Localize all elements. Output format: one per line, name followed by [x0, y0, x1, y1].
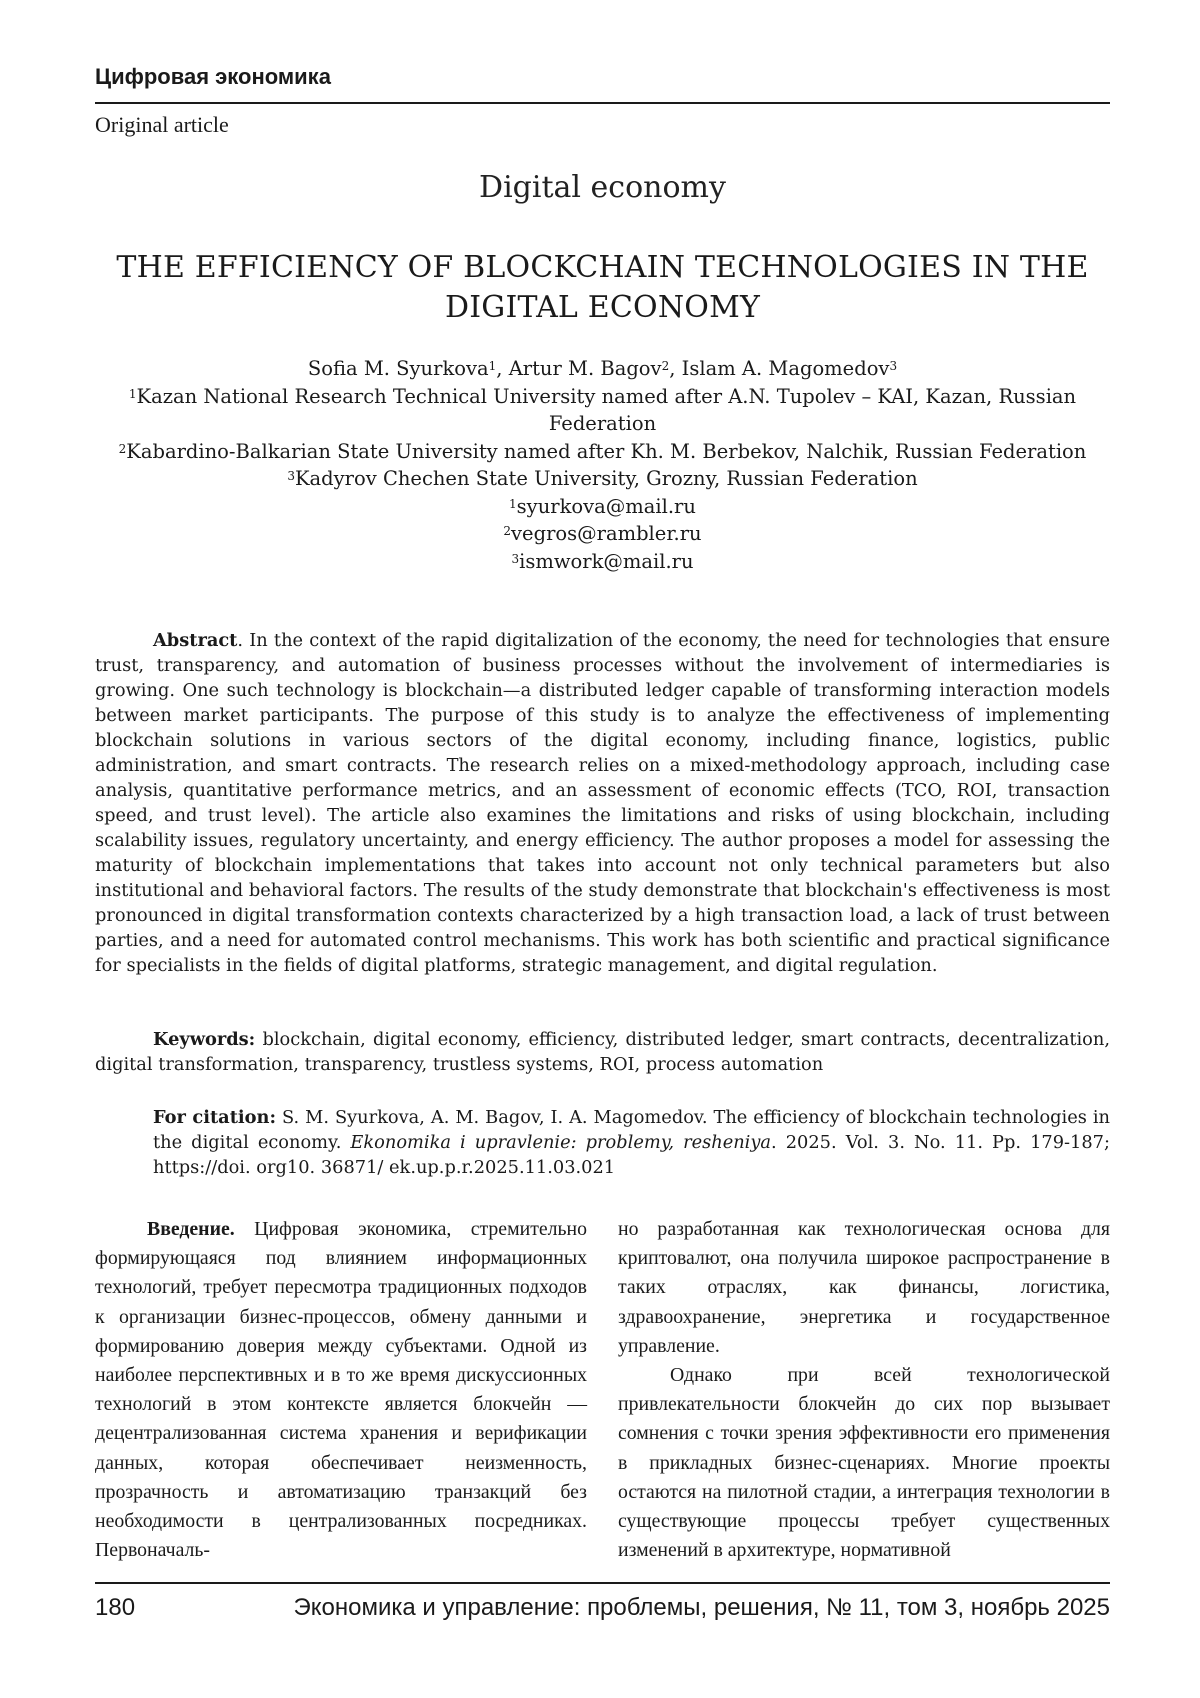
- author-superscript: 1: [488, 359, 497, 373]
- body-column-right: [618, 1215, 1110, 1565]
- body-paragraph: но разработанная как технологическая основа для криптовалют, она получила широкое распространение в таких отраслях, как финансы, логистика, здравоохранение, энергетика и государственное управление.: [618, 1218, 1110, 1357]
- keywords-text: blockchain, digital economy, efficiency, distributed ledger, smart contracts, decentralization, digital transformation, transparency, trustless systems, ROI, process automation: [95, 1029, 1110, 1075]
- author-list: [95, 355, 1110, 383]
- keywords-label: Keywords:: [153, 1029, 256, 1050]
- email-link[interactable]: vegros@rambler.ru: [511, 522, 702, 545]
- citation: [153, 1105, 1110, 1180]
- abstract: [95, 628, 1110, 978]
- email[interactable]: [95, 548, 1110, 576]
- email-superscript: 1: [509, 496, 517, 511]
- email[interactable]: [95, 520, 1110, 548]
- article-type: Original article: [95, 112, 229, 137]
- email-link[interactable]: ismwork@mail.ru: [519, 549, 694, 573]
- section-title: Digital economy: [479, 170, 726, 205]
- body-paragraph: Однако при всей технологической привлекательности блокчейн до сих пор вызывает сомнения с точки зрения эффективности его применения в прикладных бизнес-сценариях. Многие проекты остаются на пилотной стадии, а интеграция технологии в существующие процессы требует существенных изменений в архитектуре, нормативной: [618, 1364, 1110, 1562]
- author-name: Islam A. Magomedov: [681, 357, 890, 380]
- body-paragraph: [95, 1215, 587, 1565]
- author-name: Artur M. Bagov: [508, 357, 662, 380]
- affiliation-superscript: 3: [287, 469, 295, 483]
- abstract-text: . In the context of the rapid digitalization of the economy, the need for technologies that ensure trust, transparency, and automation of business processes without the involvement of intermediaries is growing. One such technology is blockchain—a distributed ledger capable of transforming interaction models between market participants. The purpose of this study is to analyze the effectiveness of implementing blockchain solutions in various sectors of the digital economy, including finance, logistics, public administration, and smart contracts. The research relies on a mixed-methodology approach, including case analysis, quantitative performance metrics, and an assessment of economic effects (TCO, ROI, transaction speed, and trust level). The article also examines the limitations and risks of using blockchain, including scalability issues, regulatory uncertainty, and energy efficiency. The author proposes a model for assessing the maturity of blockchain implementations that takes into account not only technical parameters but also institutional and behavioral factors. The results of the study demonstrate that blockchain's effectiveness is most pronounced in digital transformation contexts characterized by a high transaction load, a lack of trust between parties, and a need for automated control mechanisms. This work has both scientific and practical significance for specialists in the fields of digital platforms, strategic management, and digital regulation.: [95, 630, 1110, 976]
- intro-label: Введение.: [147, 1218, 235, 1240]
- header-divider: [95, 102, 1110, 104]
- affiliation: [95, 465, 1110, 493]
- author-superscript: 3: [889, 359, 898, 373]
- citation-details[interactable]: . 2025. Vol. 3. No. 11. Pp. 179-187; https://doi. org10. 36871/ ek.up.p.r.2025.11.03.021: [153, 1132, 1110, 1178]
- page-number: 180: [95, 1594, 136, 1621]
- affiliation: [95, 383, 1110, 438]
- authors-block: [95, 355, 1110, 575]
- author-separator: ,: [496, 357, 509, 380]
- author-separator: ,: [669, 357, 682, 380]
- affiliation-superscript: 1: [128, 386, 137, 401]
- affiliation-text: Kabardino-Balkarian State University named after Kh. M. Berbekov, Nalchik, Russian Federation: [126, 439, 1087, 463]
- affiliation-text: Kazan National Research Technical University named after A.N. Tupolev – KAI, Kazan, Russian Federation: [136, 384, 1077, 435]
- body-column-left: [95, 1215, 587, 1565]
- citation-text: S. M. Syurkova, A. M. Bagov, I. A. Magomedov. The efficiency of blockchain technologies in the digital economy.: [153, 1107, 1110, 1153]
- email-superscript: 2: [503, 524, 512, 538]
- email-superscript: 3: [511, 551, 520, 566]
- author-name: Sofia M. Syurkova: [307, 357, 489, 380]
- abstract-label: Abstract: [153, 630, 238, 651]
- journal-footer: Экономика и управление: проблемы, решения, № 11, том 3, ноябрь 2025: [293, 1594, 1110, 1621]
- affiliation-superscript: 2: [118, 441, 127, 456]
- running-head: Цифровая экономика: [95, 64, 331, 89]
- email-link[interactable]: syurkova@mail.ru: [516, 494, 696, 518]
- affiliation-text: Kadyrov Chechen State University, Grozny, Russian Federation: [294, 467, 918, 490]
- citation-journal: Ekonomika i upravlenie: problemy, resheniya: [350, 1132, 772, 1153]
- keywords: [95, 1027, 1110, 1077]
- author-superscript: 2: [661, 359, 670, 373]
- body-text: Цифровая экономика, стремительно формирующаяся под влиянием информационных технологий, требует пересмотра традиционных подходов к организации бизнес-процессов, обмену данными и формированию доверия между субъектами. Одной из наиболее перспективных и в то же время дискуссионных технологий в этом контексте является блокчейн — децентрализованная система хранения и верификации данных, которая обеспечивает неизменность, прозрачность и автоматизацию транзакций без необходимости в централизованных посредниках. Первоначаль-: [95, 1218, 587, 1562]
- paper-title: THE EFFICIENCY OF BLOCKCHAIN TECHNOLOGIES IN THE DIGITAL ECONOMY: [116, 250, 1089, 325]
- email[interactable]: [95, 493, 1110, 521]
- citation-label: For citation:: [153, 1107, 277, 1128]
- footer-divider: [95, 1582, 1110, 1584]
- affiliation: [95, 438, 1110, 466]
